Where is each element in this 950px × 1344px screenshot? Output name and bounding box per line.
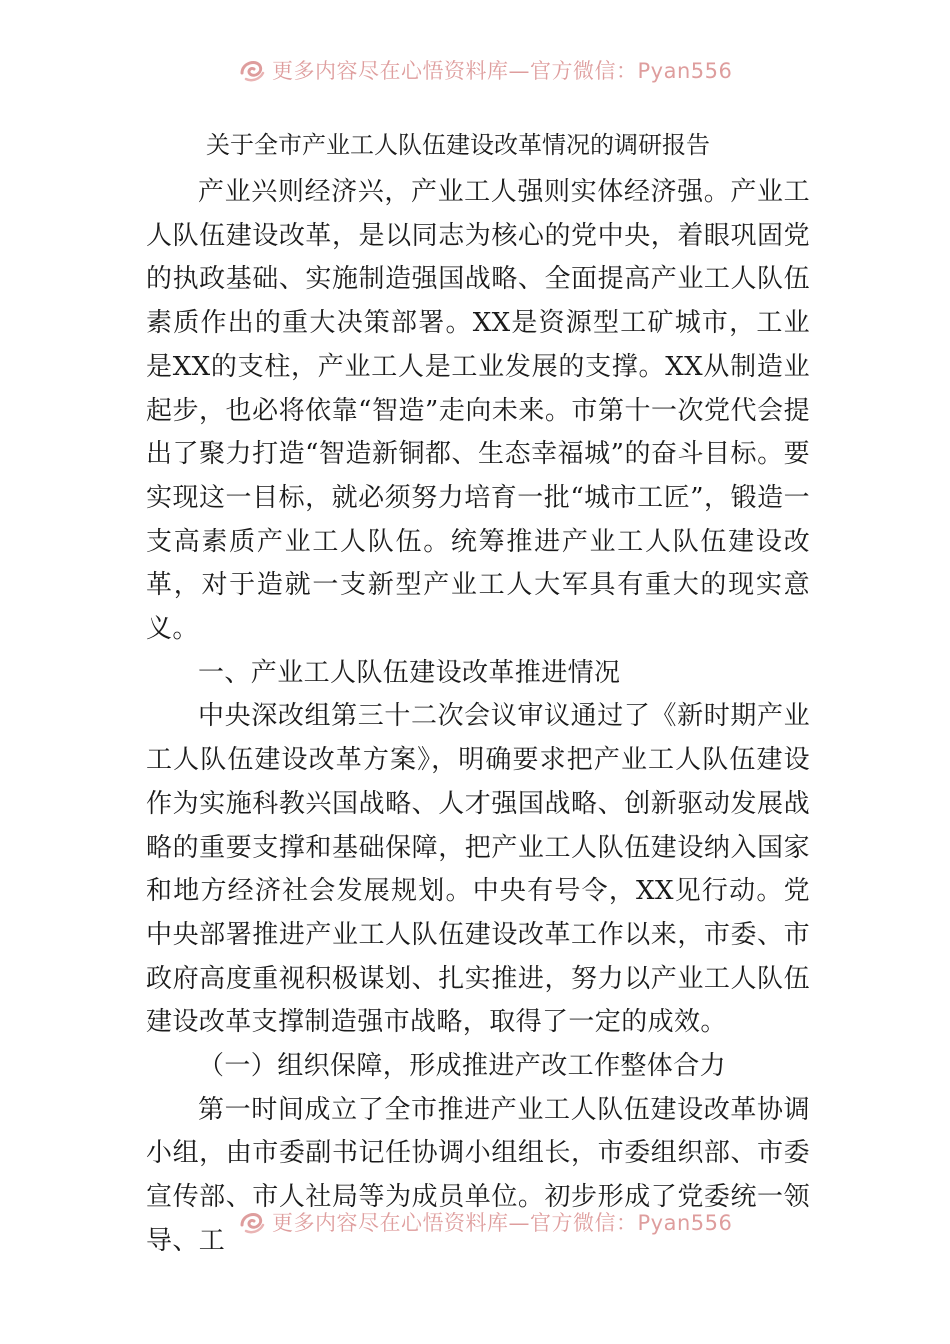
- watermark-banner-bottom: [238, 1207, 732, 1237]
- swirl-logo-icon: [238, 57, 266, 83]
- subsection-paragraph: 第一时间成立了全市推进产业工人队伍建设改革协调小组，由市委副书记任协调小组组长，市委组织部、市委宣传部、市人社局等为成员单位。初步形成了党委统一领导、工: [146, 1094, 810, 1256]
- intro-paragraph: 产业兴则经济兴，产业工人强则实体经济强。产业工人队伍建设改革，是以同志为核心的党中央，着眼巩固党的执政基础、实施制造强国战略、全面提高产业工人队伍素质作出的重大决策部署。XX是资源型工矿城市，工业是XX的支柱，产业工人是工业发展的支撑。XX从制造业起步，也必将依靠“智造”走向未来。市第十一次党代会提出了聚力打造“智造新铜都、生态幸福城”的奋斗目标。要实现这一目标，就必须努力培育一批“城市工匠”，锻造一支高素质产业工人队伍。统筹推进产业工人队伍建设改革，对于造就一支新型产业工人大军具有重大的现实意义。: [146, 177, 810, 645]
- watermark-text: 更多内容尽在心悟资料库—官方微信：Pyan556: [272, 59, 733, 83]
- document-body: [146, 122, 810, 1264]
- section-paragraph: 中央深改组第三十二次会议审议通过了《新时期产业工人队伍建设改革方案》，明确要求把产业工人队伍建设作为实施科教兴国战略、人才强国战略、创新驱动发展战略的重要支撑和基础保障，把产业工人队伍建设纳入国家和地方经济社会发展规划。中央有号令，XX见行动。党中央部署推进产业工人队伍建设改革工作以来，市委、市政府高度重视积极谋划、扎实推进，努力以产业工人队伍建设改革支撑制造强市战略，取得了一定的成效。: [146, 701, 810, 1038]
- document-title: 关于全市产业工人队伍建设改革情况的调研报告: [206, 131, 710, 159]
- swirl-logo-icon: [238, 1209, 266, 1235]
- watermark-text: 更多内容尽在心悟资料库—官方微信：Pyan556: [272, 1211, 733, 1235]
- section-heading: 一、产业工人队伍建设改革推进情况: [198, 657, 621, 688]
- watermark-banner-top: [238, 55, 732, 85]
- subsection-heading: （一）组织保障，形成推进产改工作整体合力: [198, 1051, 727, 1082]
